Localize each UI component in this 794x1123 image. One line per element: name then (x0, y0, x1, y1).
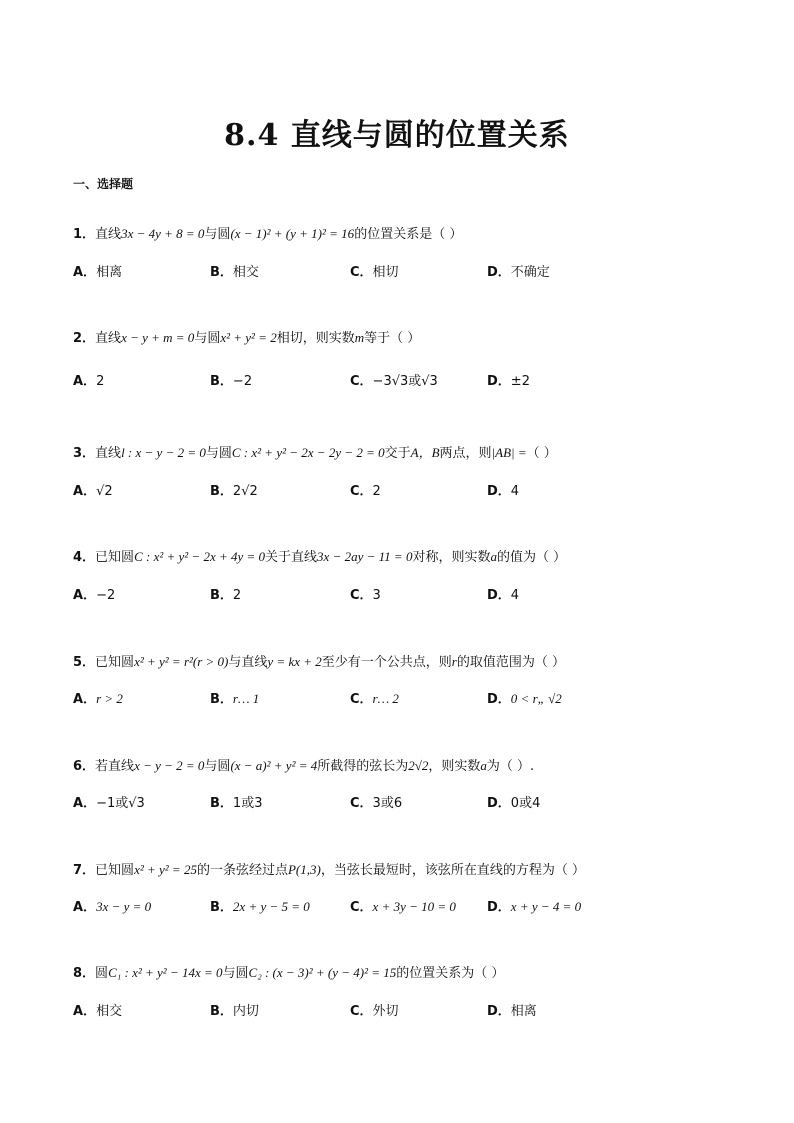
question-text: 与圆 (205, 446, 232, 461)
option-d: D．4 (487, 484, 520, 499)
question-text: 两点，则 (439, 446, 492, 461)
option-c: C．相切 (350, 265, 399, 280)
option-c: C．3 (350, 588, 381, 603)
math-expression: 3x − 4y + 8 = 0 (121, 226, 205, 241)
question-text: （ ） (526, 446, 557, 461)
question-text: ，当弦长最短时，该弦所在直线的方程为（ ） (320, 863, 585, 878)
math-expression: x² + y² = 2 (220, 330, 277, 345)
option-b: B．2√2 (210, 484, 258, 499)
question-text: 已知圆 (95, 550, 135, 565)
question-text: 的值为（ ） (496, 550, 567, 565)
math-expression: x − y + m = 0 (121, 330, 195, 345)
question-text: 对称，则实数 (412, 550, 491, 565)
option-a: A．r > 2 (73, 691, 123, 707)
question-text: 至少有一个公共点，则 (321, 655, 452, 670)
question-text: 直线 (95, 331, 122, 346)
option-d: D．x + y − 4 = 0 (487, 899, 582, 915)
question-3 (73, 442, 753, 461)
question-text: 与圆 (204, 759, 231, 774)
option-a: A．相交 (73, 1004, 123, 1019)
math-expression: C₁ : x² + y² − 14x = 0 (108, 965, 223, 980)
option-b: B．内切 (210, 1004, 259, 1019)
options-4 (73, 584, 753, 604)
math-expression: a (490, 549, 497, 564)
question-text: 与圆 (222, 966, 249, 981)
option-c: C．r… 2 (350, 691, 399, 707)
question-text: 与圆 (204, 227, 231, 242)
option-a: A．−1或√3 (73, 796, 145, 811)
option-a: A．−2 (73, 588, 116, 603)
question-text: 已知圆 (95, 655, 135, 670)
option-c: C．外切 (350, 1004, 399, 1019)
math-expression: a (480, 758, 487, 773)
option-b: B．−2 (210, 374, 253, 389)
question-number: 7． (73, 863, 96, 878)
math-expression: P(1,3) (287, 862, 321, 877)
question-text: 直线 (95, 227, 122, 242)
math-expression: y = kx + 2 (267, 654, 322, 669)
math-expression: x − y − 2 = 0 (134, 758, 205, 773)
options-2 (73, 370, 753, 390)
question-text: 已知圆 (95, 863, 135, 878)
question-text: 关于直线 (265, 550, 318, 565)
math-expression: 2√2 (408, 758, 429, 773)
option-a: A．√2 (73, 484, 113, 499)
option-b: B．r… 1 (210, 691, 260, 707)
section-heading: 一、选择题 (73, 177, 134, 191)
option-d: D．相离 (487, 1004, 537, 1019)
math-expression: m (354, 330, 365, 345)
question-number: 8． (73, 966, 96, 981)
question-number: 2． (73, 331, 96, 346)
option-a: A．相离 (73, 265, 123, 280)
options-7 (73, 896, 753, 916)
option-b: B．相交 (210, 265, 259, 280)
option-d: D．±2 (487, 374, 530, 389)
option-d: D．0或4 (487, 796, 541, 811)
math-expression: x² + y² = r²(r > 0) (134, 654, 229, 669)
option-d: D．0 < r„ √2 (487, 691, 562, 707)
option-c: C．−3√3或√3 (350, 374, 438, 389)
math-expression: C₂ : (x − 3)² + (y − 4)² = 15 (248, 965, 397, 980)
question-number: 3． (73, 446, 96, 461)
options-1 (73, 261, 753, 281)
question-text: 的取值范围为（ ） (456, 655, 565, 670)
question-7 (73, 859, 753, 878)
question-text: 的位置关系是（ ） (354, 227, 463, 242)
page-title: 8.4 直线与圆的位置关系 (224, 118, 570, 153)
math-expression: 3x − 2ay − 11 = 0 (317, 549, 413, 564)
question-text: 所截得的弦长为 (317, 759, 409, 774)
question-number: 1． (73, 227, 96, 242)
option-c: C．2 (350, 484, 381, 499)
question-text: ，则实数 (428, 759, 481, 774)
math-expression: x² + y² = 25 (134, 862, 197, 877)
question-2 (73, 327, 753, 346)
math-expression: |AB| = (491, 445, 527, 460)
math-expression: A，B (410, 445, 440, 460)
question-text: 交于 (384, 446, 411, 461)
question-1 (73, 223, 753, 242)
option-d: D．不确定 (487, 265, 550, 280)
question-text: 等于（ ） (364, 331, 421, 346)
question-8 (73, 962, 753, 981)
question-text: 圆 (95, 966, 109, 981)
option-a: A．3x − y = 0 (73, 899, 152, 915)
question-6 (73, 755, 753, 774)
options-5 (73, 688, 753, 708)
option-b: B．2 (210, 588, 242, 603)
option-a: A．2 (73, 374, 105, 389)
question-text: 与直线 (228, 655, 268, 670)
question-number: 6． (73, 759, 96, 774)
question-text: 的位置关系为（ ） (396, 966, 505, 981)
option-c: C．x + 3y − 10 = 0 (350, 899, 456, 915)
options-3 (73, 480, 753, 500)
question-number: 4． (73, 550, 96, 565)
math-expression: (x − a)² + y² = 4 (230, 758, 318, 773)
option-c: C．3或6 (350, 796, 403, 811)
math-expression: C : x² + y² − 2x + 4y = 0 (134, 549, 266, 564)
math-expression: C : x² + y² − 2x − 2y − 2 = 0 (231, 445, 385, 460)
math-expression: (x − 1)² + (y + 1)² = 16 (230, 226, 355, 241)
question-text: 与圆 (194, 331, 221, 346)
question-text: 直线 (95, 446, 122, 461)
math-expression: l : x − y − 2 = 0 (121, 445, 206, 460)
option-b: B．2x + y − 5 = 0 (210, 899, 310, 915)
option-d: D．4 (487, 588, 520, 603)
question-text: 若直线 (95, 759, 135, 774)
options-6 (73, 792, 753, 812)
math-expression: r (451, 654, 457, 669)
question-4 (73, 546, 753, 565)
option-b: B．1或3 (210, 796, 263, 811)
question-text: 为（ ）. (486, 759, 535, 774)
question-text: 的一条弦经过点 (196, 863, 288, 878)
question-5 (73, 651, 753, 670)
options-8 (73, 1000, 753, 1020)
question-text: 相切，则实数 (276, 331, 355, 346)
question-number: 5． (73, 655, 96, 670)
